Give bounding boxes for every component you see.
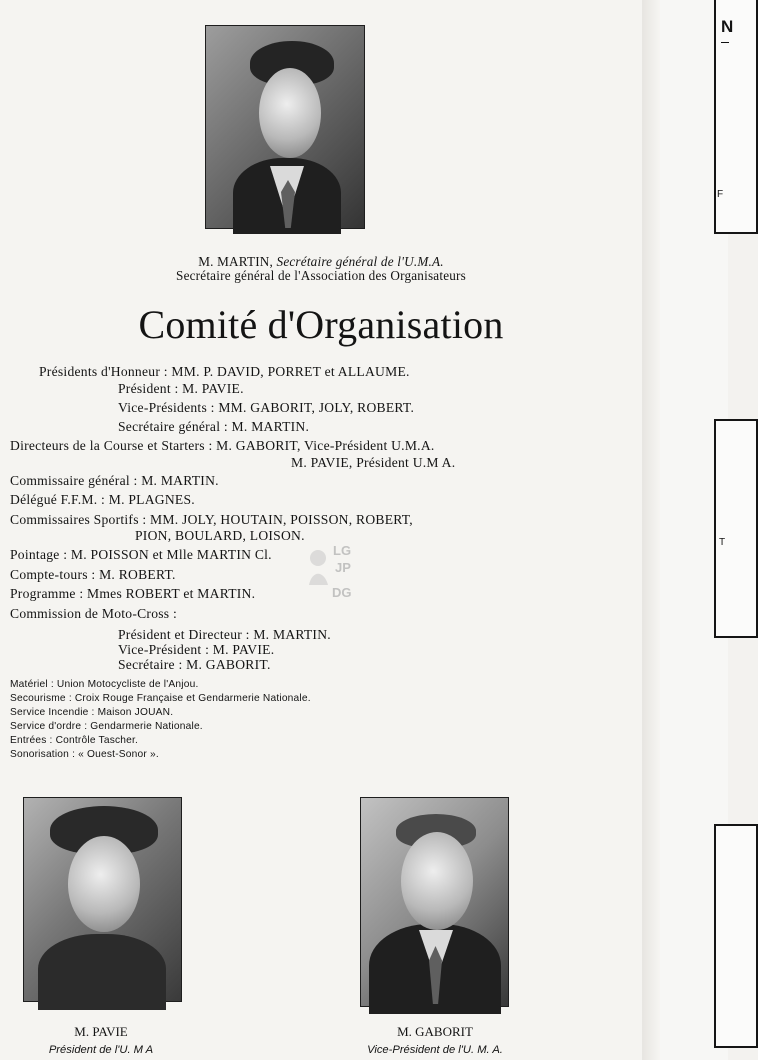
- service-first-aid: Secourisme : Croix Rouge Française et Gendarmerie Nationale.: [10, 693, 311, 704]
- right-frame-top-letter: N: [721, 17, 734, 36]
- service-fire: Service Incendie : Maison JOUAN.: [10, 707, 174, 718]
- sport-commissioners-line: Commissaires Sportifs : MM. JOLY, HOUTAIN, POISSON, ROBERT,: [10, 512, 413, 527]
- general-commissioner-line: Commissaire général : M. MARTIN.: [10, 473, 219, 488]
- watermark-bottom-text: DG: [332, 585, 352, 600]
- pavie-name: M. PAVIE: [74, 1024, 128, 1039]
- martin-portrait: [205, 25, 365, 229]
- martin-caption-first-line: [0, 255, 642, 269]
- watermark-figure-body: [309, 574, 328, 585]
- right-page-fragment: [660, 0, 734, 1060]
- race-directors-second-line: M. PAVIE, Président U.M A.: [291, 455, 456, 470]
- sport-commissioners-second-line: PION, BOULARD, LOISON.: [135, 528, 305, 543]
- watermark-figure-head: [310, 550, 326, 566]
- right-frame-top-rule: [721, 42, 729, 43]
- martin-name: M. MARTIN,: [198, 254, 274, 269]
- lg-jp-dg-watermark: [304, 541, 358, 599]
- page-title: Comité d'Organisation: [138, 302, 504, 347]
- pavie-shoulders: [38, 934, 166, 1010]
- vice-presidents-line: Vice-Présidents : MM. GABORIT, JOLY, ROBERT.: [118, 400, 415, 415]
- martin-caption: [0, 255, 642, 283]
- gaborit-role: Vice-Président de l'U. M. A.: [367, 1044, 503, 1056]
- program-line: Programme : Mmes ROBERT et MARTIN.: [10, 586, 256, 601]
- portrait-face: [259, 68, 321, 158]
- service-entries: Entrées : Contrôle Tascher.: [10, 735, 139, 746]
- service-sound: Sonorisation : « Ouest-Sonor ».: [10, 749, 159, 760]
- service-order: Service d'ordre : Gendarmerie Nationale.: [10, 721, 203, 732]
- secretary-line: Secrétaire général : M. MARTIN.: [118, 419, 310, 434]
- right-frame-bottom: [714, 824, 758, 1048]
- watermark-middle-text: JP: [335, 560, 351, 575]
- right-frame-middle-left-letter: T: [719, 537, 726, 548]
- president-line: Président : M. PAVIE.: [118, 381, 244, 396]
- pavie-portrait: [23, 797, 182, 1002]
- race-directors-line: Directeurs de la Course et Starters : M. GABORIT, Vice-Président U.M.A.: [10, 438, 435, 453]
- gaborit-face: [401, 832, 473, 930]
- page-spine: [642, 0, 660, 1060]
- motocross-vice-president-line: Vice-Président : M. PAVIE.: [118, 642, 275, 657]
- lap-counter-line: Compte-tours : M. ROBERT.: [10, 567, 176, 582]
- gaborit-portrait: [360, 797, 509, 1007]
- right-frame-middle: [714, 419, 758, 638]
- motocross-commission-line: Commission de Moto-Cross :: [10, 606, 177, 621]
- ffm-delegate-line: Délégué F.F.M. : M. PLAGNES.: [10, 492, 195, 507]
- right-frame-top-left-letter: F: [717, 189, 724, 200]
- watermark-top-text: LG: [333, 543, 352, 558]
- martin-role: Secrétaire général de l'U.M.A.: [276, 254, 444, 269]
- service-material: Matériel : Union Motocycliste de l'Anjou.: [10, 679, 199, 690]
- pavie-role: Président de l'U. M A: [48, 1044, 154, 1056]
- pavie-face: [68, 836, 140, 932]
- honor-presidents-line: Présidents d'Honneur : MM. P. DAVID, PORRET et ALLAUME.: [39, 364, 410, 379]
- motocross-president-line: Président et Directeur : M. MARTIN.: [118, 627, 331, 642]
- gaborit-name: M. GABORIT: [397, 1024, 473, 1039]
- timing-line: Pointage : M. POISSON et Mlle MARTIN Cl.: [10, 547, 272, 562]
- martin-subtitle: Secrétaire général de l'Association des Organisateurs: [176, 268, 466, 283]
- motocross-secretary-line: Secrétaire : M. GABORIT.: [118, 657, 271, 672]
